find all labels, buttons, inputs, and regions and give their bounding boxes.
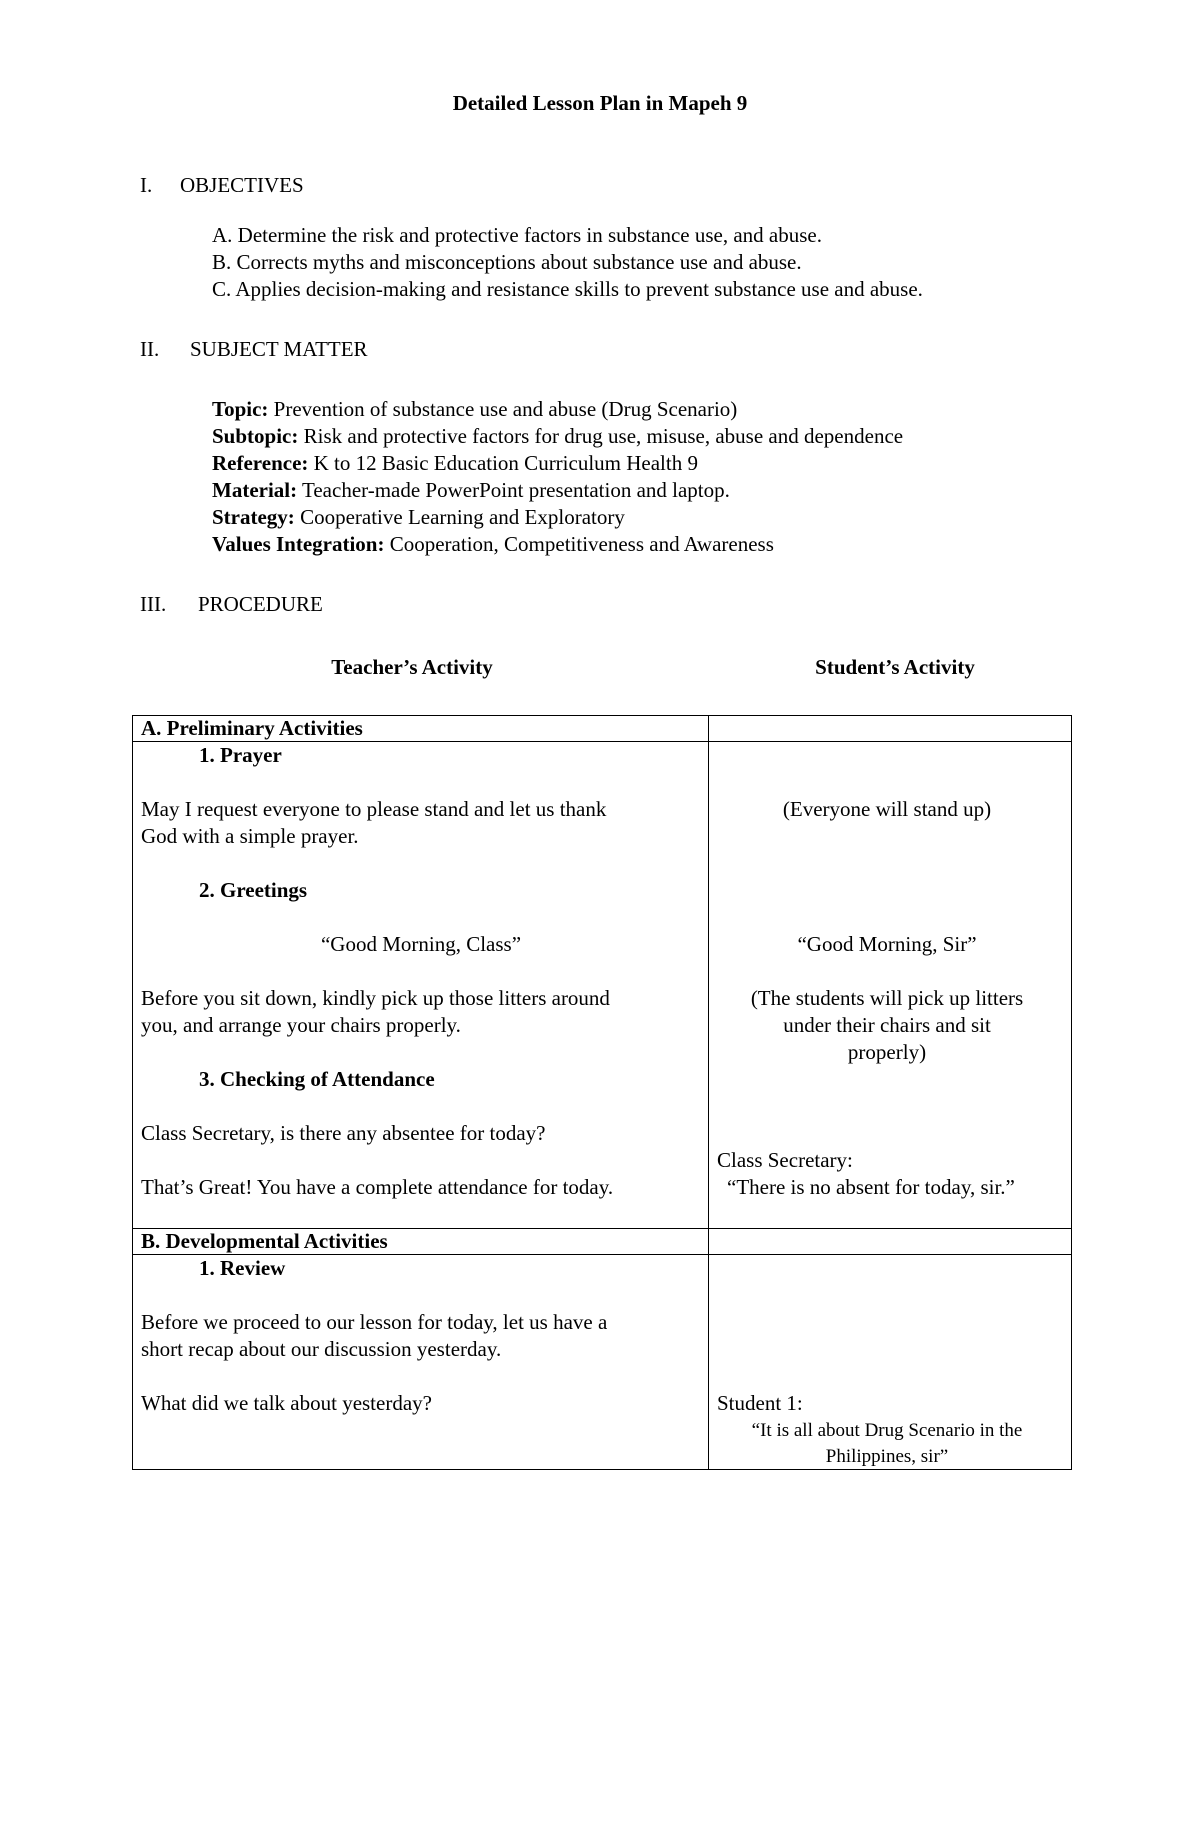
student-activity-heading: Student’s Activity [815, 655, 975, 679]
section-procedure-heading [140, 591, 323, 618]
teacher-text: God with a simple prayer. [141, 824, 359, 848]
teacher-text: short recap about our discussion yesterday. [141, 1337, 502, 1361]
field-label: Values Integration: [212, 532, 385, 556]
teacher-text: Class Secretary, is there any absentee for today? [141, 1121, 546, 1145]
field-value: Teacher-made PowerPoint presentation and laptop. [297, 478, 730, 502]
objective-item: C. Applies decision-making and resistance skills to prevent substance use and abuse. [212, 277, 923, 301]
field-value: Prevention of substance use and abuse (Drug Scenario) [268, 397, 738, 421]
field-label: Reference: [212, 451, 309, 475]
field-label: Subtopic: [212, 424, 299, 448]
table-row [133, 1229, 1072, 1255]
student-text: under their chairs and sit [783, 1013, 991, 1037]
student-text: “Good Morning, Sir” [797, 932, 977, 956]
student-text: Class Secretary: [717, 1148, 853, 1172]
table-row [133, 716, 1072, 742]
table-row [133, 1255, 1072, 1470]
section-label: SUBJECT MATTER [190, 337, 368, 361]
prayer-heading: 1. Prayer [199, 743, 282, 767]
subject-reference [212, 450, 698, 477]
teacher-text: Before we proceed to our lesson for today, let us have a [141, 1310, 608, 1334]
student-text: Philippines, sir” [825, 1446, 949, 1467]
teacher-cell [133, 742, 709, 1229]
teacher-text: That’s Great! You have a complete attendance for today. [141, 1175, 614, 1199]
teacher-text: Before you sit down, kindly pick up those litters around [141, 986, 610, 1010]
teacher-text: May I request everyone to please stand and let us thank [141, 797, 607, 821]
attendance-heading: 3. Checking of Attendance [199, 1067, 435, 1091]
student-text: (Everyone will stand up) [782, 797, 992, 821]
teacher-text: you, and arrange your chairs properly. [141, 1013, 461, 1037]
section-label: PROCEDURE [198, 592, 323, 616]
subject-topic [212, 396, 737, 423]
student-text: “It is all about Drug Scenario in the [751, 1420, 1023, 1441]
field-value: K to 12 Basic Education Curriculum Health 9 [308, 451, 698, 475]
section-objectives-heading [140, 172, 304, 199]
student-text: “There is no absent for today, sir.” [727, 1175, 1015, 1199]
objective-item: A. Determine the risk and protective factors in substance use, and abuse. [212, 223, 822, 247]
preliminary-heading: A. Preliminary Activities [133, 716, 709, 742]
table-row [133, 742, 1072, 1229]
subject-material [212, 477, 730, 504]
student-text: (The students will pick up litters [750, 986, 1024, 1010]
review-heading: 1. Review [199, 1256, 286, 1280]
section-number: I. [140, 173, 153, 197]
developmental-heading: B. Developmental Activities [133, 1229, 709, 1255]
teacher-text: “Good Morning, Class” [320, 932, 522, 956]
greetings-heading: 2. Greetings [199, 878, 308, 902]
student-cell [709, 742, 1072, 1229]
field-value: Cooperative Learning and Exploratory [294, 505, 625, 529]
field-value: Cooperation, Competitiveness and Awareness [384, 532, 774, 556]
teacher-activity-heading: Teacher’s Activity [331, 655, 493, 679]
section-label: OBJECTIVES [180, 173, 304, 197]
teacher-cell [133, 1255, 709, 1470]
section-number: II. [140, 337, 160, 361]
section-number: III. [140, 592, 167, 616]
subject-values [212, 531, 774, 558]
page-title: Detailed Lesson Plan in Mapeh 9 [452, 91, 748, 115]
student-text: properly) [847, 1040, 927, 1064]
field-label: Topic: [212, 397, 269, 421]
empty-cell [709, 716, 1072, 742]
student-text: Student 1: [717, 1391, 803, 1415]
empty-cell [709, 1229, 1072, 1255]
teacher-text: What did we talk about yesterday? [141, 1391, 432, 1415]
field-label: Strategy: [212, 505, 295, 529]
student-cell [709, 1255, 1072, 1470]
subject-subtopic [212, 423, 903, 450]
section-subject-matter-heading [140, 336, 368, 363]
subject-strategy [212, 504, 625, 531]
objective-item: B. Corrects myths and misconceptions about substance use and abuse. [212, 250, 802, 274]
field-label: Material: [212, 478, 298, 502]
field-value: Risk and protective factors for drug use, misuse, abuse and dependence [298, 424, 904, 448]
procedure-table [132, 715, 1072, 1470]
